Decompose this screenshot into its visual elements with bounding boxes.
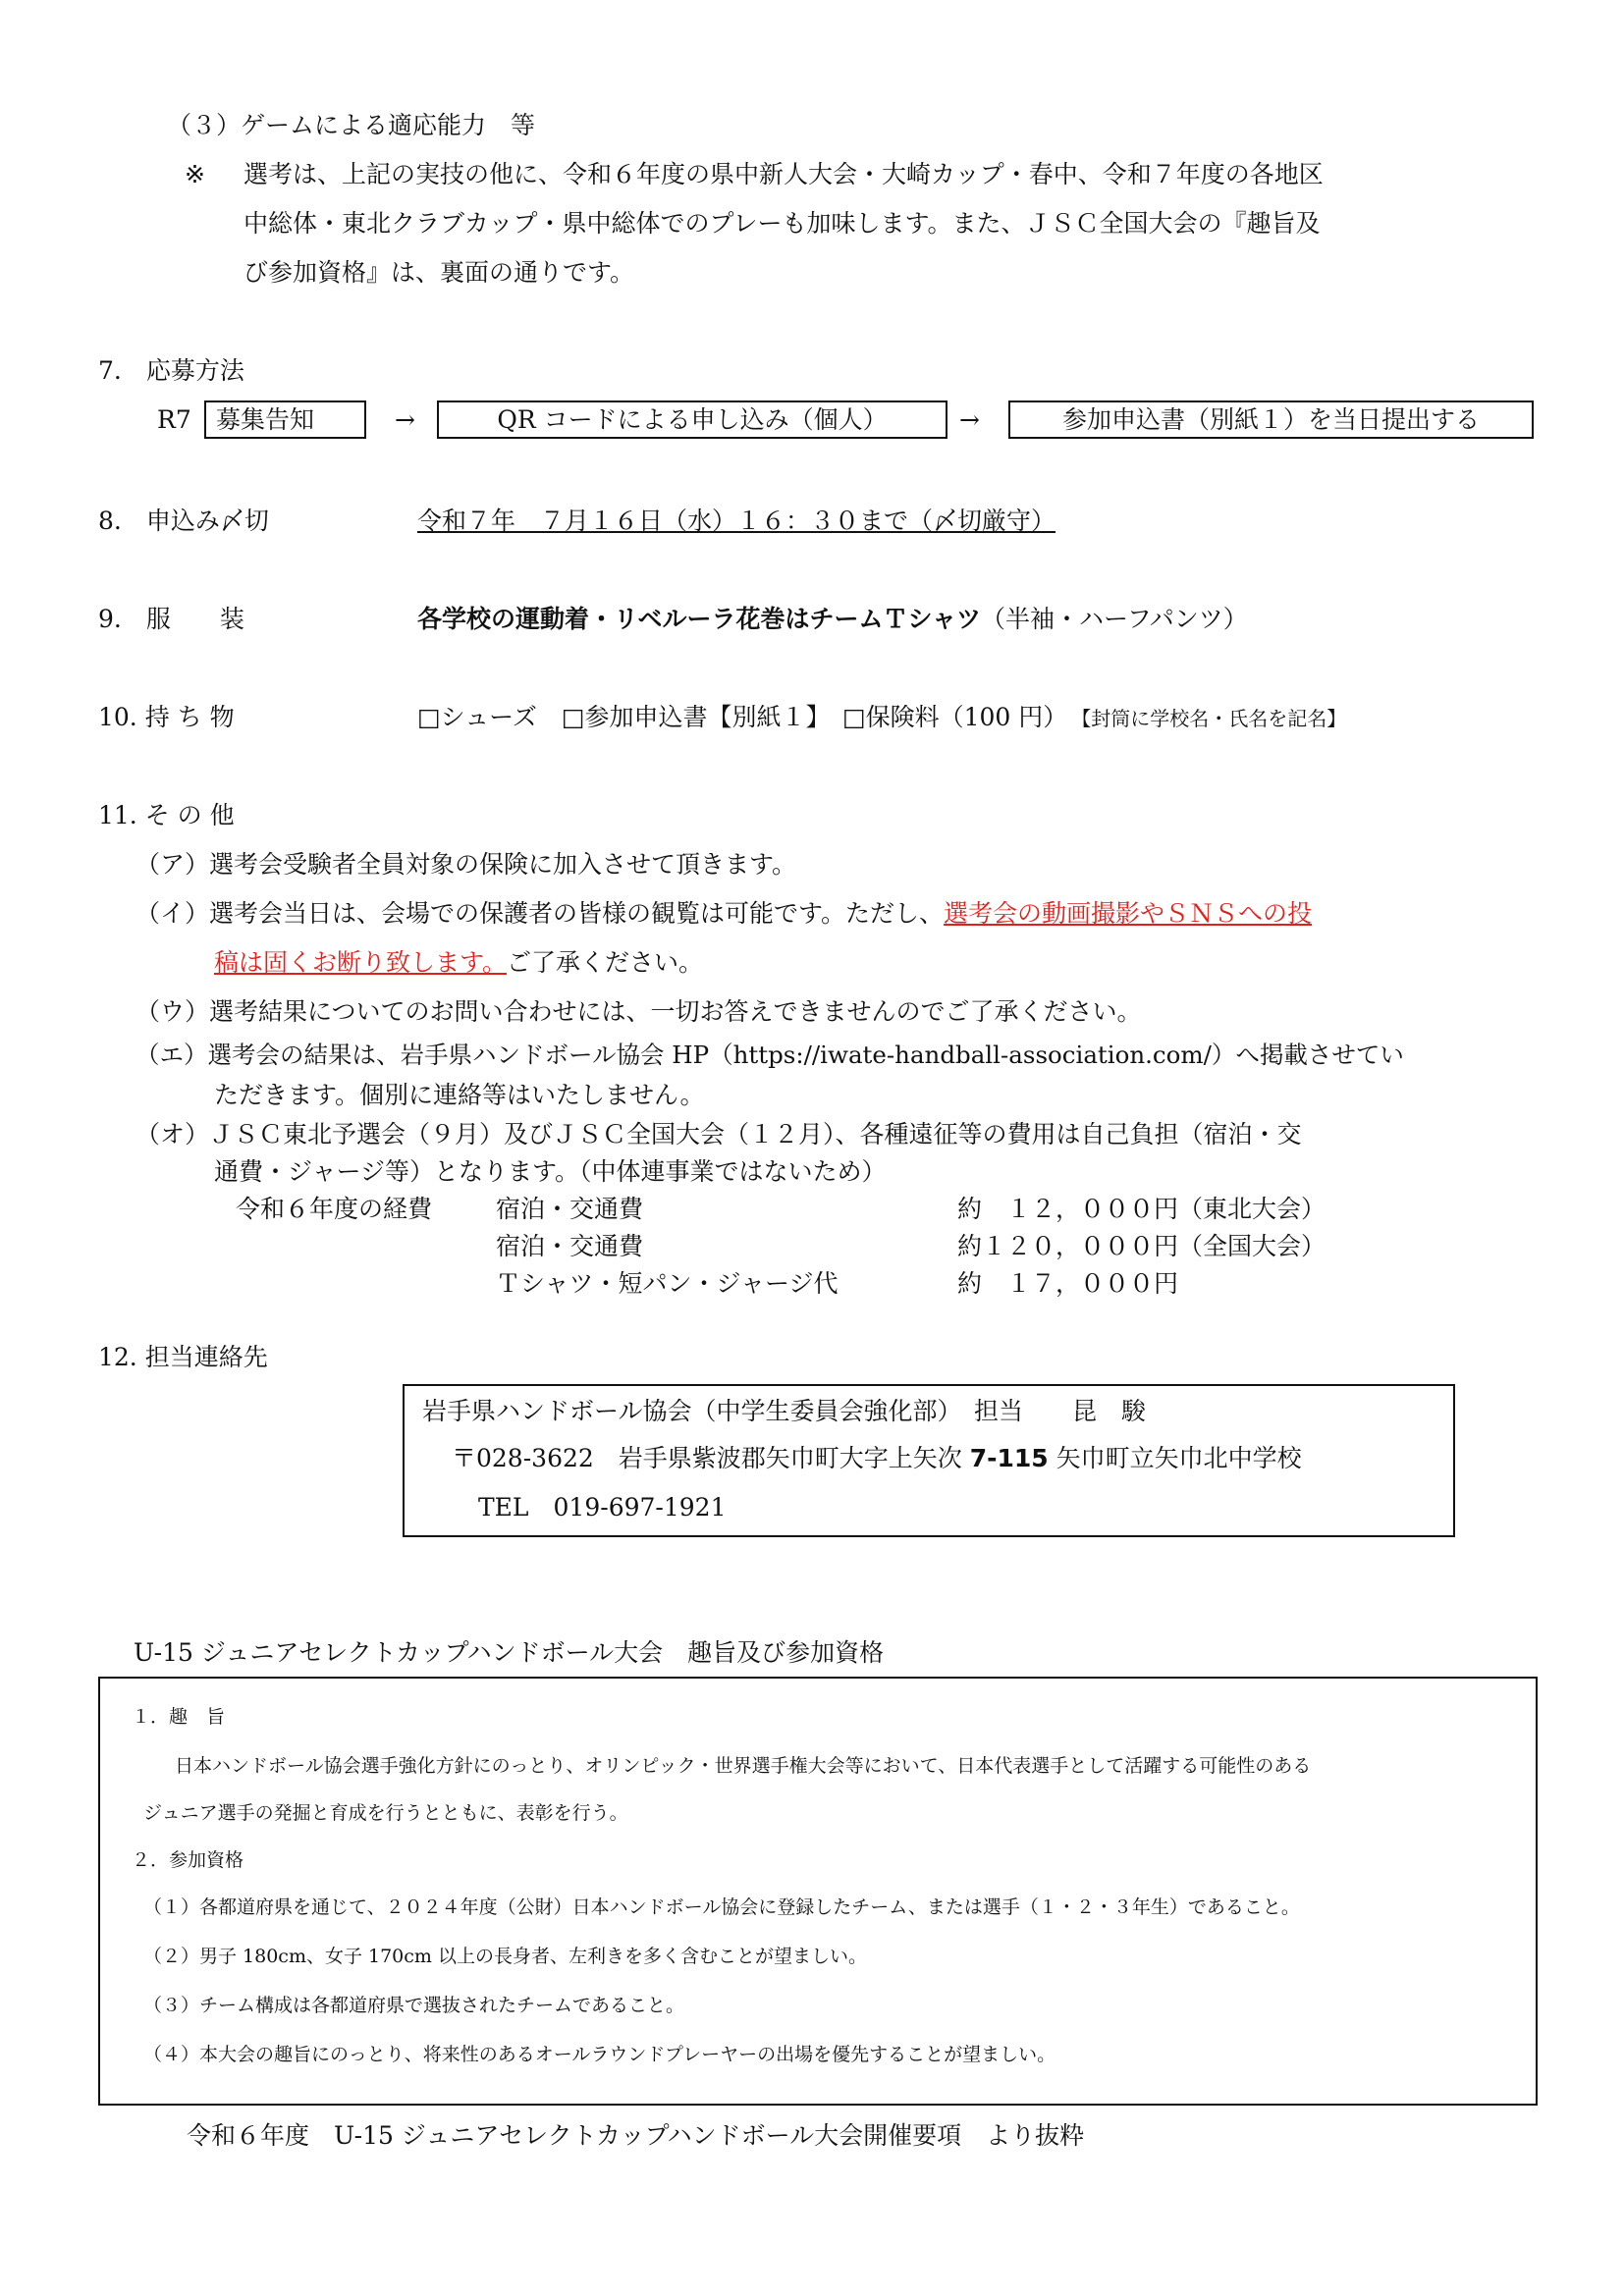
jsc-eligibility-3: （３）チーム構成は各都道府県で選抜されたチームであること。: [143, 1995, 685, 2016]
other-item-b-line-2: [214, 947, 703, 978]
attire-main: 各学校の運動着・リベルーラ花巻はチームＴシャツ: [417, 605, 982, 633]
cost-item: 宿泊・交通費: [496, 1232, 644, 1260]
flow-arrow-2: →: [959, 405, 980, 434]
note-line-2: 中総体・東北クラブカップ・県中総体でのプレーも加味します。また、ＪＳＣ全国大会の『趣旨及: [244, 209, 1321, 238]
cost-item: Ｔシャツ・短パン・ジャージ代: [496, 1269, 839, 1298]
jsc-purpose-line-1: 日本ハンドボール協会選手強化方針にのっとり、オリンピック・世界選手権大会等において、日本代表選手として活躍する可能性のある: [175, 1755, 1312, 1777]
section-11-heading: 11. そ の 他: [98, 801, 235, 829]
jsc-eligibility-2: （２）男子 180cm、女子 170cm 以上の長身者、左利きを多く含むことが望ましい。: [143, 1946, 867, 1967]
other-item-b-warning: 選考会の動画撮影やＳＮＳへの投: [944, 899, 1313, 928]
note-line-1: 選考は、上記の実技の他に、令和６年度の県中新人大会・大崎カップ・春中、令和７年度の各地区: [244, 160, 1324, 188]
flow-step-1: 募集告知: [204, 400, 366, 439]
other-item-e-line-2: 通費・ジャージ等）となります。（中体連事業ではないため）: [214, 1157, 887, 1186]
cost-item: 宿泊・交通費: [496, 1195, 644, 1223]
jsc-source: 令和６年度 U-15 ジュニアセレクトカップハンドボール大会開催要項 より抜粋: [187, 2121, 1085, 2150]
contact-school: 矢巾町立矢巾北中学校: [1048, 1444, 1302, 1472]
other-item-a: （ア）選考会受験者全員対象の保険に加入させて頂きます。: [135, 850, 797, 879]
belongings-note: 【封筒に学校名・氏名を記名】: [1081, 707, 1347, 730]
other-item-c: （ウ）選考結果についてのお問い合わせには、一切お答えできませんのでご了承ください。: [135, 997, 1142, 1026]
item-3-game-ability: （３）ゲームによる適応能力 等: [167, 111, 536, 139]
belongings-list: [417, 702, 1346, 732]
note-line-3: び参加資格』は、裏面の通りです。: [244, 258, 635, 287]
cost-amount: 約 １２，０００円（東北大会）: [957, 1195, 1326, 1223]
cost-amount: 約 １７，０００円: [957, 1269, 1179, 1298]
section-10-heading: 10. 持 ち 物: [98, 703, 235, 731]
other-item-b-warning-cont: 稿は固くお断り致します。: [214, 948, 508, 977]
jsc-purpose-line-2: ジュニア選手の発掘と育成を行うとともに、表彰を行う。: [143, 1802, 628, 1824]
flow-prefix: R7: [157, 405, 191, 434]
flow-arrow-1: →: [395, 405, 415, 434]
attire-detail: （半袖・ハーフパンツ）: [981, 605, 1248, 633]
flow-step-2: QR コードによる申し込み（個人）: [437, 400, 947, 439]
jsc-title: U-15 ジュニアセレクトカップハンドボール大会 趣旨及び参加資格: [134, 1638, 885, 1667]
contact-address-number: 7-115: [969, 1444, 1049, 1472]
jsc-eligibility-1: （１）各都道府県を通じて、２０２４年度（公財）日本ハンドボール協会に登録したチーム、または選手（１・２・３年生）であること。: [143, 1896, 1300, 1918]
belongings-items: □シューズ □参加申込書【別紙１】 □保険料（100 円）: [417, 703, 1068, 731]
section-9-heading: 9. 服 装: [98, 605, 244, 633]
contact-org: 岩手県ハンドボール協会（中学生委員会強化部） 担当 昆 駿: [422, 1397, 1147, 1425]
jsc-eligibility-heading: ２．参加資格: [132, 1849, 244, 1871]
jsc-purpose-heading: １．趣 旨: [132, 1706, 226, 1728]
contact-box: [403, 1384, 1455, 1537]
flow-step-3: 参加申込書（別紙１）を当日提出する: [1008, 400, 1534, 439]
section-7-heading: 7. 応募方法: [98, 356, 244, 385]
deadline-value: 令和７年 ７月１６日（水）１６：３０まで（〆切厳守）: [417, 507, 1056, 535]
cost-label: 令和６年度の経費: [236, 1195, 433, 1223]
other-item-b-text: （イ）選考会当日は、会場での保護者の皆様の観覧は可能です。ただし、: [135, 899, 945, 928]
contact-address-main: 〒028-3622 岩手県紫波郡矢巾町大字上矢次: [452, 1444, 970, 1472]
contact-tel: TEL 019-697-1921: [478, 1493, 727, 1522]
note-mark: ※: [185, 160, 205, 188]
other-item-b-tail: ご了承ください。: [507, 948, 704, 977]
contact-address: [452, 1443, 1302, 1473]
jsc-box: [98, 1677, 1538, 2106]
jsc-eligibility-4: （４）本大会の趣旨にのっとり、将来性のあるオールラウンドプレーヤーの出場を優先することが望ましい。: [143, 2044, 1056, 2065]
section-12-heading: 12. 担当連絡先: [98, 1343, 268, 1371]
other-item-b-line-1: [135, 898, 1312, 929]
cost-amount: 約１２０，０００円（全国大会）: [957, 1232, 1326, 1260]
other-item-d-line-2: ただきます。個別に連絡等はいたしません。: [214, 1081, 705, 1109]
other-item-e-line-1: （オ）ＪＳＣ東北予選会（９月）及びＪＳＣ全国大会（１２月）、各種遠征等の費用は自己負担（宿泊・交: [135, 1120, 1302, 1148]
attire-value: [417, 604, 1248, 634]
other-item-d-line-1: （エ）選考会の結果は、岩手県ハンドボール協会 HP（https://iwate-handball-association.com/）へ掲載させてい: [135, 1041, 1404, 1069]
section-8-heading: 8. 申込み〆切: [98, 507, 269, 535]
